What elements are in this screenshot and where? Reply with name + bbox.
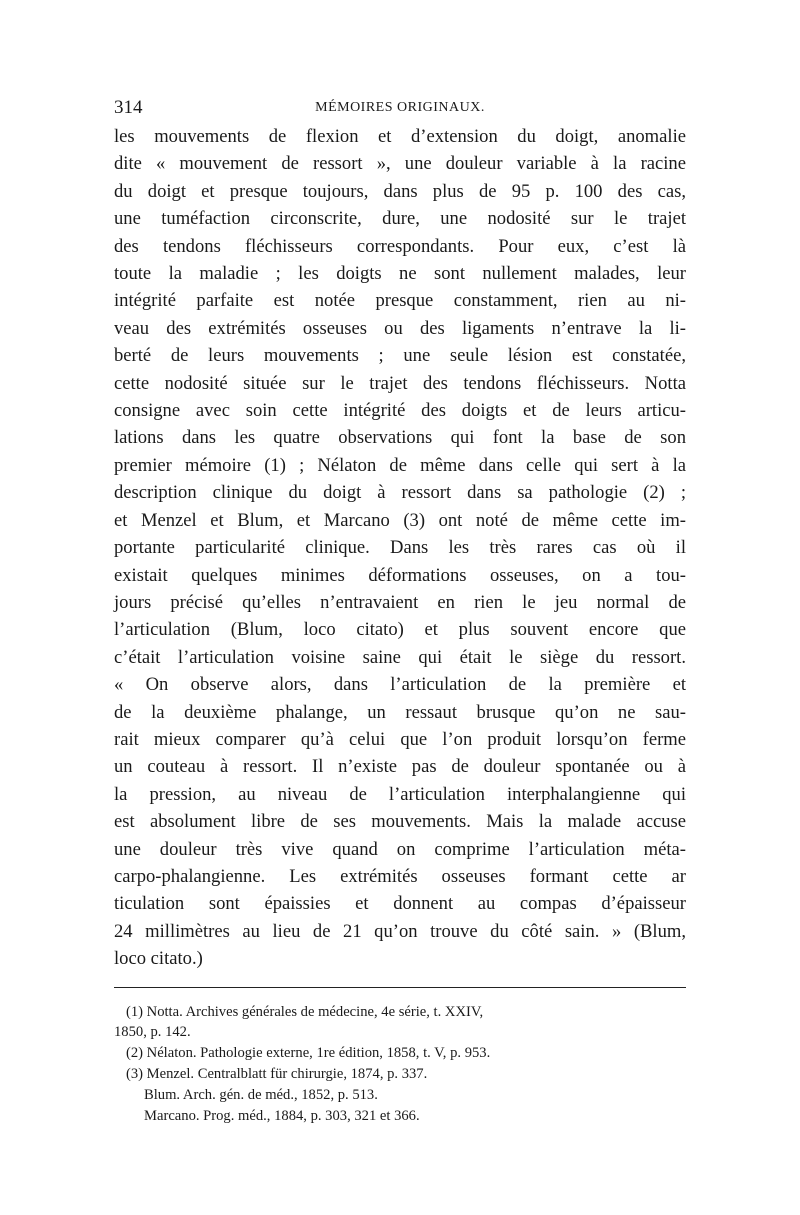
body-line: et Menzel et Blum, et Marcano (3) ont noté de même cette im- — [114, 509, 686, 531]
body-line: dite « mouvement de ressort », une douleur variable à la racine — [114, 153, 686, 175]
body-line: est absolument libre de ses mouvements. Mais la malade accuse — [114, 811, 686, 833]
body-line: une tuméfaction circonscrite, dure, une nodosité sur le trajet — [114, 208, 686, 230]
body-text — [114, 123, 686, 973]
footnote-line: (1) Notta. Archives générales de médecine, 4e série, t. XXIV, — [126, 1003, 484, 1020]
body-line: c’était l’articulation voisine saine qui était le siège du ressort. — [114, 646, 686, 668]
page-header — [114, 95, 686, 121]
footnote-line: (2) Nélaton. Pathologie externe, 1re édition, 1858, t. V, p. 953. — [126, 1045, 491, 1062]
body-line: de la deuxième phalange, un ressaut brusque qu’on ne sau- — [114, 701, 686, 723]
running-title: MÉMOIRES ORIGINAUX. — [315, 100, 485, 115]
book-page — [114, 95, 686, 1126]
body-line: la pression, au niveau de l’articulation interphalangienne qui — [114, 783, 686, 805]
body-line: ticulation sont épaissies et donnent au compas d’épaisseur — [114, 893, 686, 915]
footnote-line: (3) Menzel. Centralblatt für chirurgie, 1874, p. 337. — [126, 1065, 428, 1082]
body-line: des tendons fléchisseurs correspondants. Pour eux, c’est là — [114, 235, 686, 257]
body-line: premier mémoire (1) ; Nélaton de même dans celle qui sert à la — [114, 454, 686, 476]
body-line: intégrité parfaite est notée presque constamment, rien au ni- — [114, 290, 686, 312]
body-line: du doigt et presque toujours, dans plus de 95 p. 100 des cas, — [114, 180, 686, 202]
footnote-line: Marcano. Prog. méd., 1884, p. 303, 321 et 366. — [144, 1107, 420, 1124]
body-line: carpo-phalangienne. Les extrémités osseuses formant cette ar — [114, 865, 686, 887]
body-line: un couteau à ressort. Il n’existe pas de douleur spontanée ou à — [114, 756, 686, 778]
body-line: lations dans les quatre observations qui font la base de son — [114, 427, 686, 449]
body-line: loco citato.) — [114, 948, 203, 970]
body-line: consigne avec soin cette intégrité des doigts et de leurs articu- — [114, 400, 686, 422]
body-line: « On observe alors, dans l’articulation de la première et — [114, 674, 686, 696]
body-line: cette nodosité située sur le trajet des tendons fléchisseurs. Notta — [114, 372, 686, 394]
body-line: toute la maladie ; les doigts ne sont nullement malades, leur — [114, 263, 686, 285]
body-line: une douleur très vive quand on comprime l’articulation méta- — [114, 838, 686, 860]
footnotes — [114, 1002, 686, 1127]
footnote-line: Blum. Arch. gén. de méd., 1852, p. 513. — [144, 1086, 378, 1103]
body-line: les mouvements de flexion et d’extension du doigt, anomalie — [114, 126, 686, 147]
page-number: 314 — [114, 97, 143, 118]
body-line: portante particularité clinique. Dans les très rares cas où il — [114, 537, 686, 559]
body-line: veau des extrémités osseuses ou des ligaments n’entrave la li- — [114, 317, 686, 339]
body-line: 24 millimètres au lieu de 21 qu’on trouve du côté sain. » (Blum, — [114, 920, 686, 942]
footnote-line: 1850, p. 142. — [114, 1024, 191, 1041]
body-line: rait mieux comparer qu’à celui que l’on produit lorsqu’on ferme — [114, 728, 686, 750]
body-line: l’articulation (Blum, loco citato) et plus souvent encore que — [114, 619, 686, 641]
body-line: description clinique du doigt à ressort dans sa pathologie (2) ; — [114, 482, 686, 504]
footnote-rule — [114, 987, 686, 988]
body-line: jours précisé qu’elles n’entravaient en rien le jeu normal de — [114, 591, 686, 613]
body-line: berté de leurs mouvements ; une seule lésion est constatée, — [114, 345, 686, 367]
body-line: existait quelques minimes déformations osseuses, on a tou- — [114, 564, 686, 586]
